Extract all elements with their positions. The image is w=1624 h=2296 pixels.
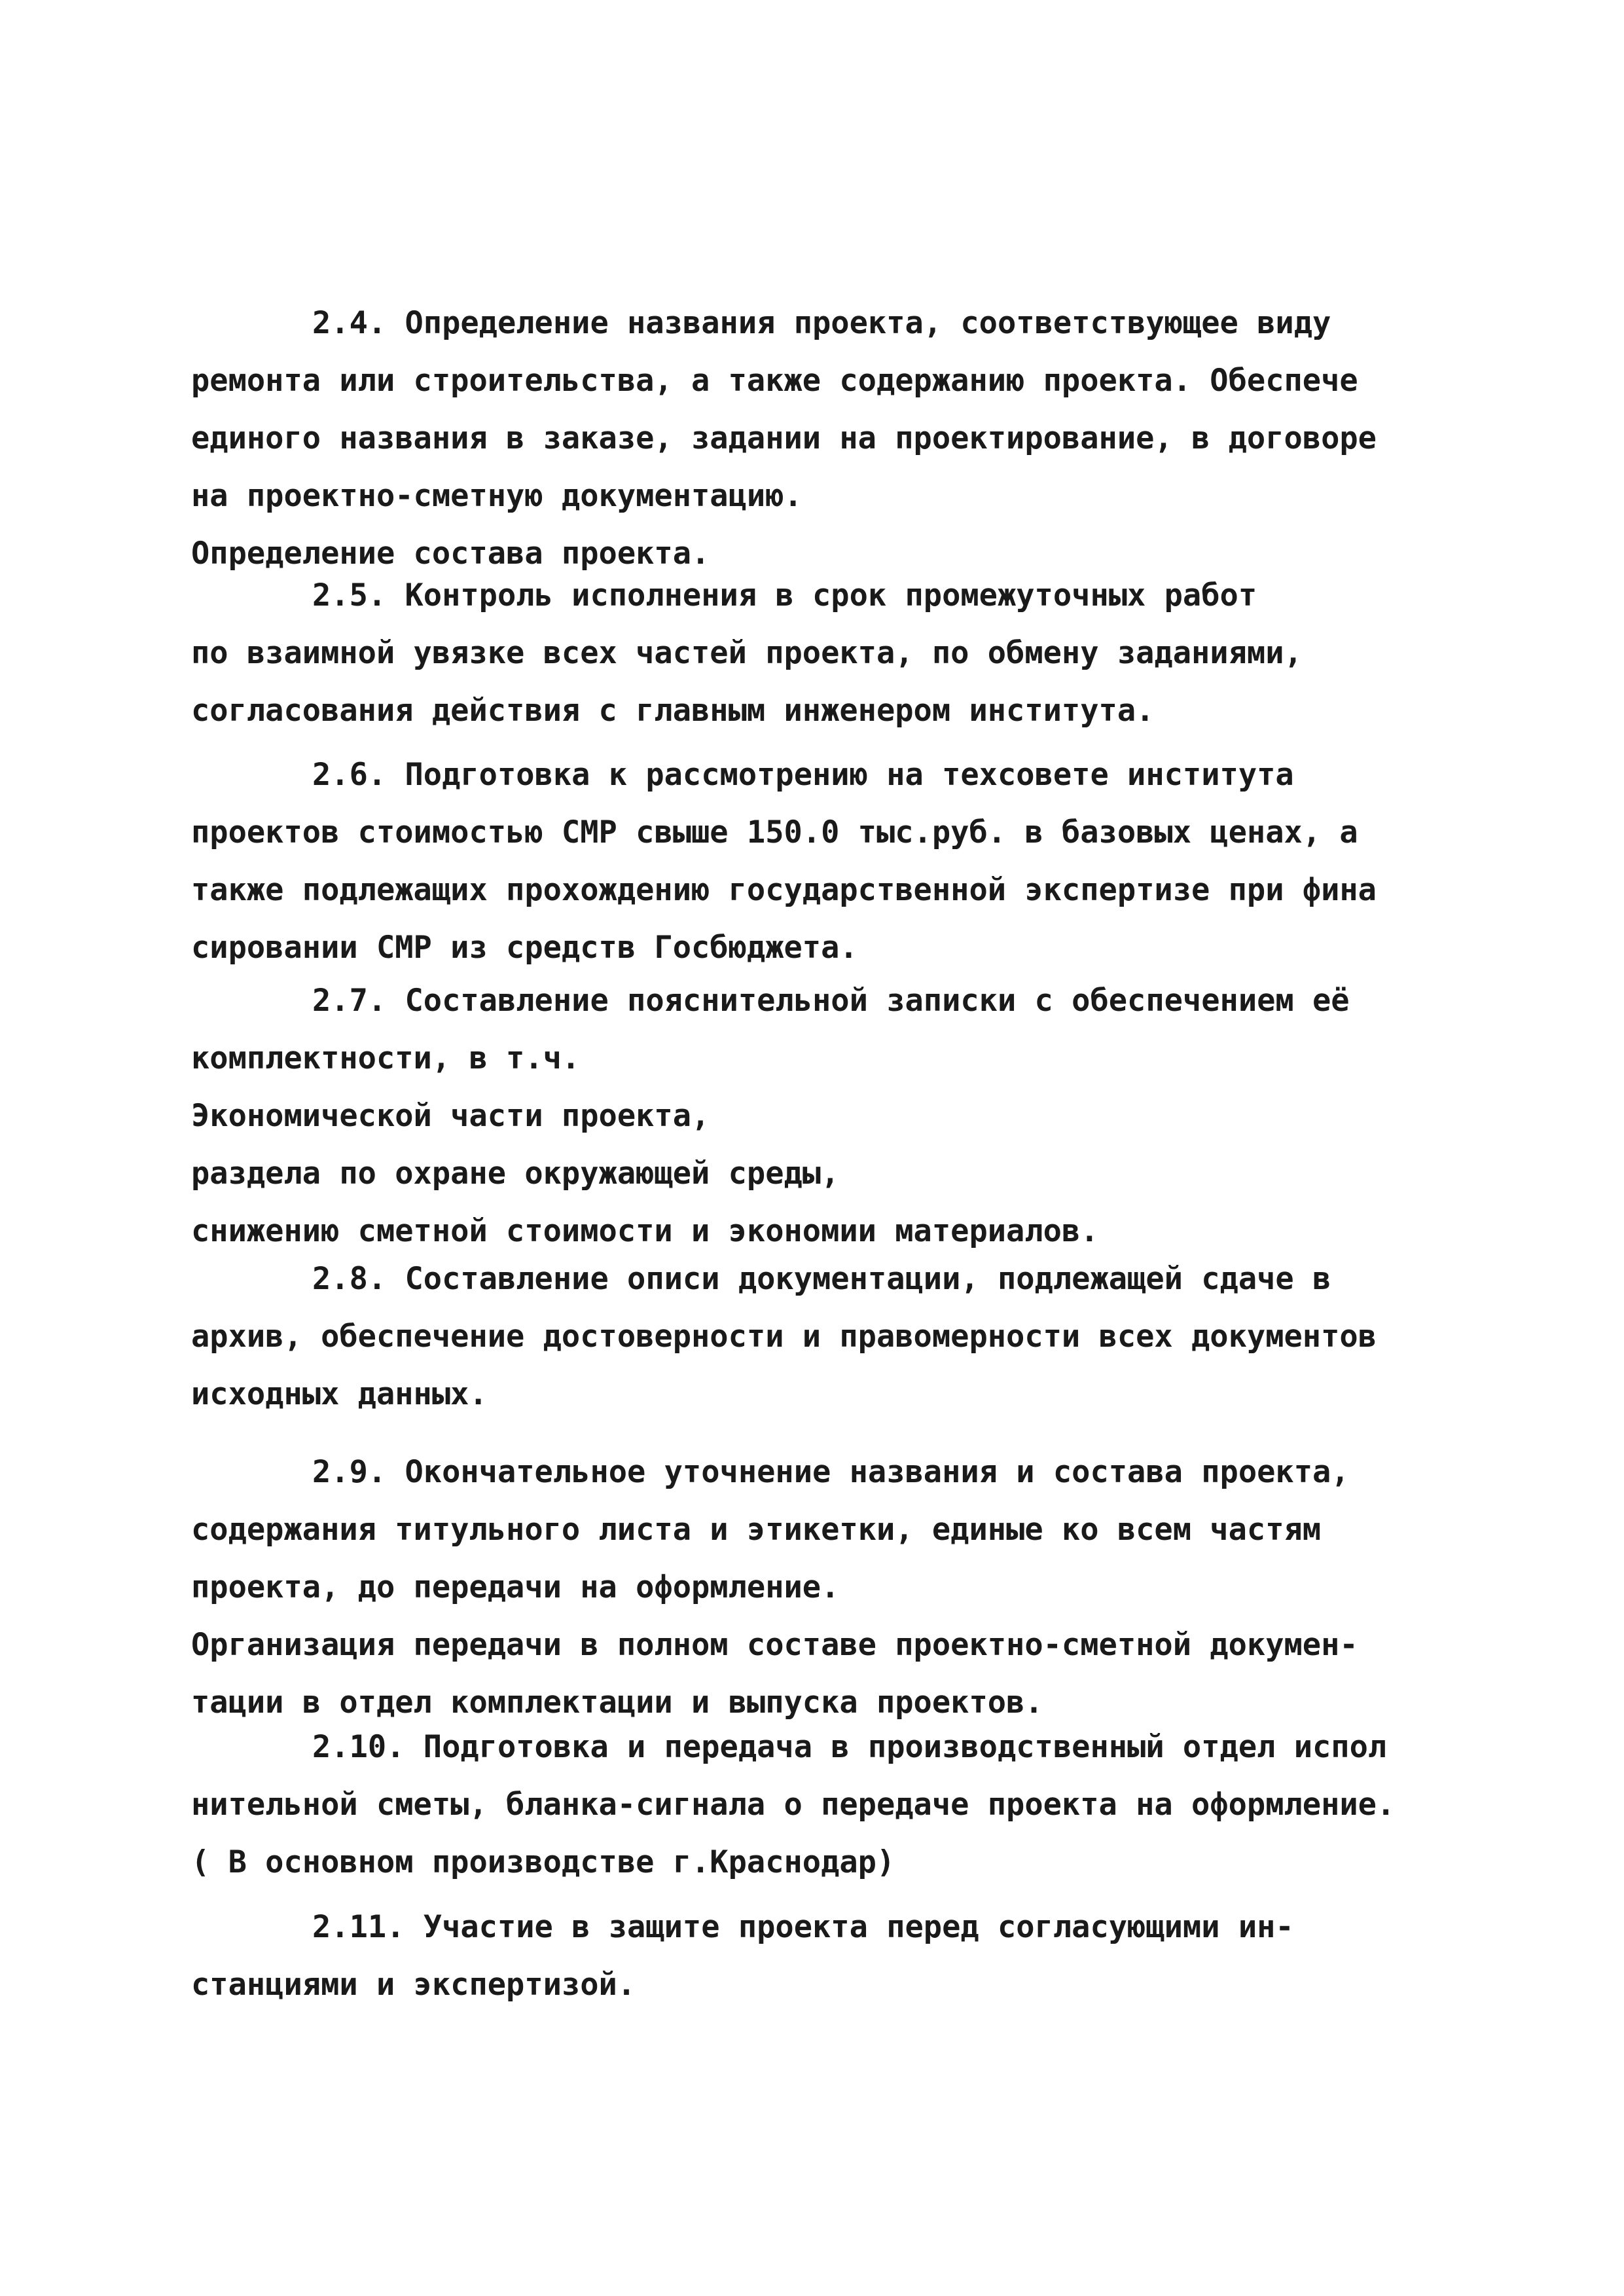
paragraph-line: 2.7. Составление пояснительной записки с обеспечением её: [312, 983, 1350, 1019]
paragraph-line: 2.10. Подготовка и передача в производственный отдел испол: [312, 1729, 1387, 1765]
paragraph-line: проекта, до передачи на оформление.: [191, 1569, 840, 1605]
paragraph-line: по взаимной увязке всех частей проекта, по обмену заданиями,: [191, 635, 1303, 671]
section-2-4: [191, 295, 1474, 583]
paragraph-line: комплектности, в т.ч.: [191, 1040, 581, 1076]
paragraph-line: нительной сметы, бланка-сигнала о передаче проекта на оформление.: [191, 1787, 1396, 1823]
paragraph-line: ремонта или строительства, а также содержанию проекта. Обеспече: [191, 363, 1358, 399]
section-2-8: [191, 1250, 1474, 1423]
paragraph-line: согласования действия с главным инженером института.: [191, 693, 1155, 729]
paragraph-line: исходных данных.: [191, 1376, 488, 1412]
paragraph-line: 2.4. Определение названия проекта, соответствующее виду: [312, 305, 1331, 341]
section-2-9: [191, 1444, 1474, 1732]
paragraph-line: 2.5. Контроль исполнения в срок промежуточных работ: [312, 577, 1257, 613]
paragraph-line: ( В основном производстве г.Краснодар): [191, 1844, 895, 1880]
paragraph-line: 2.9. Окончательное уточнение названия и состава проекта,: [312, 1454, 1350, 1490]
paragraph-line: Организация передачи в полном составе проектно-сметной докумен-: [191, 1627, 1358, 1663]
section-2-6: [191, 746, 1474, 977]
paragraph-line: раздела по охране окружающей среды,: [191, 1156, 840, 1192]
paragraph-line: Экономической части проекта,: [191, 1098, 710, 1134]
paragraph-line: снижению сметной стоимости и экономии материалов.: [191, 1213, 1099, 1249]
paragraph-line: также подлежащих прохождению государственной экспертизе при фина: [191, 872, 1377, 908]
section-2-10: [191, 1719, 1474, 1891]
paragraph-line: на проектно-сметную документацию.: [191, 478, 803, 514]
paragraph-line: 2.8. Составление описи документации, подлежащей сдаче в: [312, 1261, 1331, 1297]
section-2-11: [191, 1899, 1474, 2014]
section-2-5: [191, 567, 1474, 740]
section-2-7: [191, 972, 1474, 1260]
paragraph-line: тации в отдел комплектации и выпуска проектов.: [191, 1685, 1043, 1721]
paragraph-line: сировании СМР из средств Госбюджета.: [191, 930, 858, 966]
paragraph-line: станциями и экспертизой.: [191, 1967, 636, 2003]
paragraph-line: проектов стоимостью СМР свыше 150.0 тыс.руб. в базовых ценах, а: [191, 814, 1358, 850]
paragraph-line: Определение состава проекта.: [191, 536, 710, 572]
paragraph-line: 2.11. Участие в защите проекта перед согласующими ин-: [312, 1909, 1294, 1945]
paragraph-line: 2.6. Подготовка к рассмотрению на техсовете института: [312, 757, 1294, 793]
paragraph-line: содержания титульного листа и этикетки, единые ко всем частям: [191, 1512, 1322, 1548]
paragraph-line: архив, обеспечение достоверности и правомерности всех документов: [191, 1319, 1377, 1355]
paragraph-line: единого названия в заказе, задании на проектирование, в договоре: [191, 420, 1377, 456]
